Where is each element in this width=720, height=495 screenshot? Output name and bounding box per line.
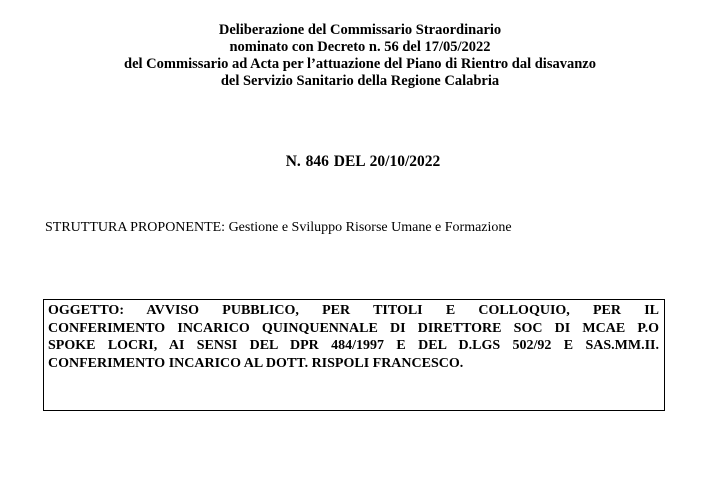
oggetto-line-1: OGGETTO: AVVISO PUBBLICO, PER TITOLI E COLLOQUIO, PER IL bbox=[48, 303, 659, 318]
delibera-number: N. 846 DEL 20/10/2022 bbox=[285, 153, 441, 170]
document-header bbox=[0, 22, 720, 90]
header-line-3: del Commissario ad Acta per l’attuazione del Piano di Rientro dal disavanzo bbox=[124, 56, 596, 72]
struttura-proponente: STRUTTURA PROPONENTE: Gestione e Sviluppo Risorse Umane e Formazione bbox=[45, 220, 512, 235]
oggetto-line-3: SPOKE LOCRI, AI SENSI DEL DPR 484/1997 E DEL D.LGS 502/92 E SAS.MM.II. bbox=[48, 338, 659, 353]
header-line-1: Deliberazione del Commissario Straordinario bbox=[218, 22, 502, 38]
oggetto-box bbox=[43, 299, 665, 411]
oggetto-line-4: CONFERIMENTO INCARICO AL DOTT. RISPOLI FRANCESCO. bbox=[48, 355, 464, 371]
header-line-4: del Servizio Sanitario della Regione Calabria bbox=[220, 73, 500, 89]
oggetto-line-2: CONFERIMENTO INCARICO QUINQUENNALE DI DIRETTORE SOC DI MCAE P.O bbox=[48, 320, 659, 336]
header-line-2: nominato con Decreto n. 56 del 17/05/2022 bbox=[229, 39, 491, 55]
